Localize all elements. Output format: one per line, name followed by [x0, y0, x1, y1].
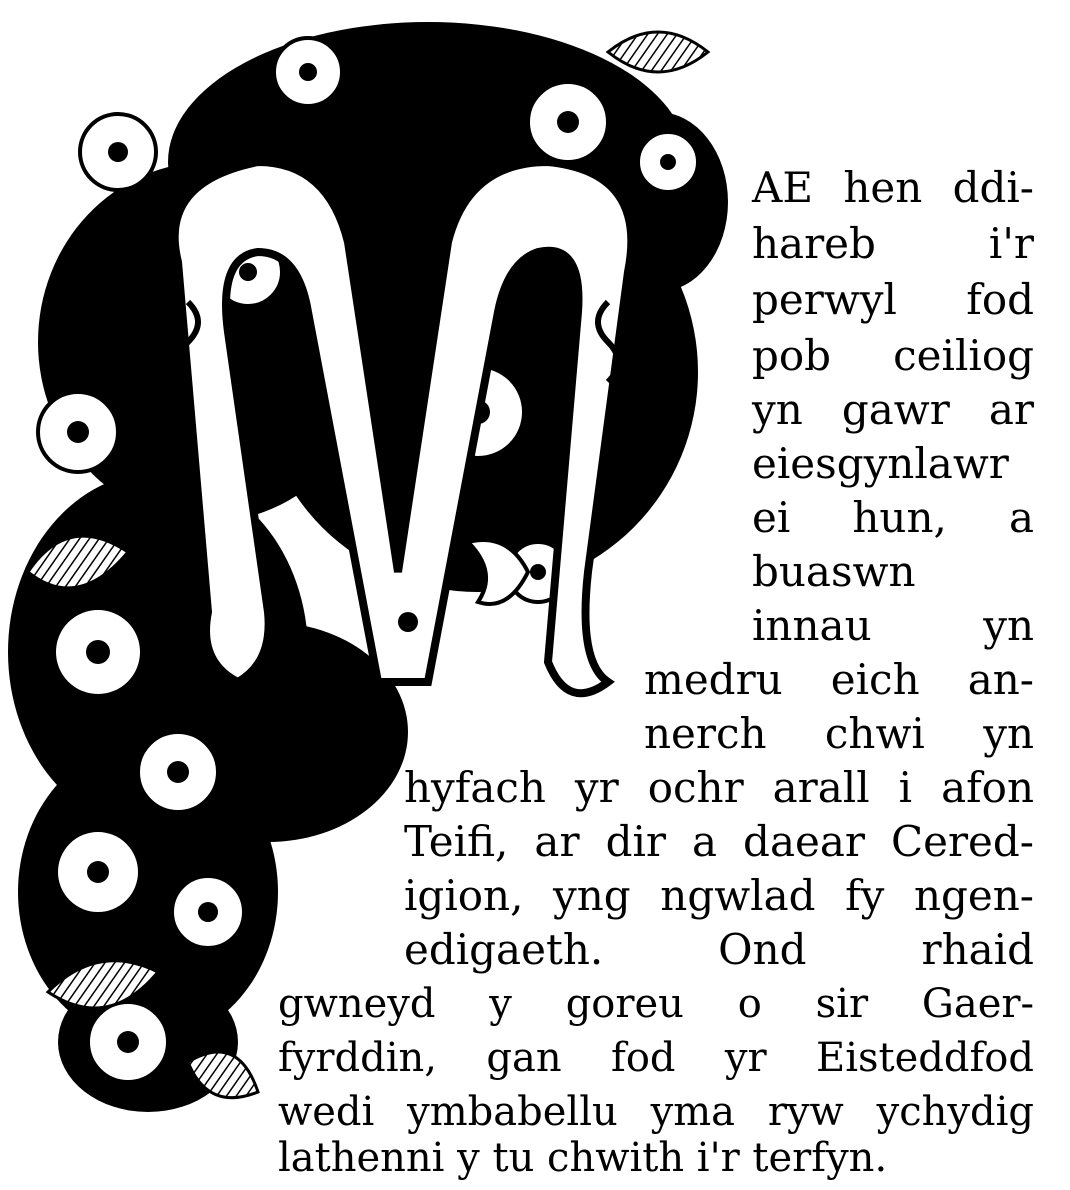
text-line: yn gawr ar [752, 385, 1034, 434]
text-line: innau yn [752, 601, 1034, 650]
text-line: ei hun, a [752, 493, 1034, 542]
text-line: buaswn [752, 547, 916, 596]
text-line: nerch chwi yn [644, 709, 1034, 758]
text-line: pob ceiliog [752, 331, 1034, 380]
text-line: eiesgynlawr [752, 439, 1009, 488]
text-line: AE hen ddi- [752, 163, 1034, 212]
text-line: igion, yng ngwlad fy ngen- [404, 871, 1034, 920]
text-line: edigaeth. Ond rhaid [404, 925, 1034, 974]
text-line: lathenni y tu chwith i'r terfyn. [278, 1135, 888, 1181]
text-line: gwneyd y goreu o sir Gaer- [278, 981, 1034, 1027]
text-line: Teifi, ar dir a daear Cered- [404, 817, 1034, 866]
text-line: hareb i'r [752, 219, 1034, 268]
text-line: fyrddin, gan fod yr Eisteddfod [278, 1035, 1034, 1081]
text-line: wedi ymbabellu yma ryw ychydig [278, 1089, 1034, 1135]
text-line: medru eich an- [644, 655, 1034, 704]
text-line: hyfach yr ochr arall i afon [404, 763, 1034, 812]
text-line: perwyl fod [752, 275, 1034, 324]
